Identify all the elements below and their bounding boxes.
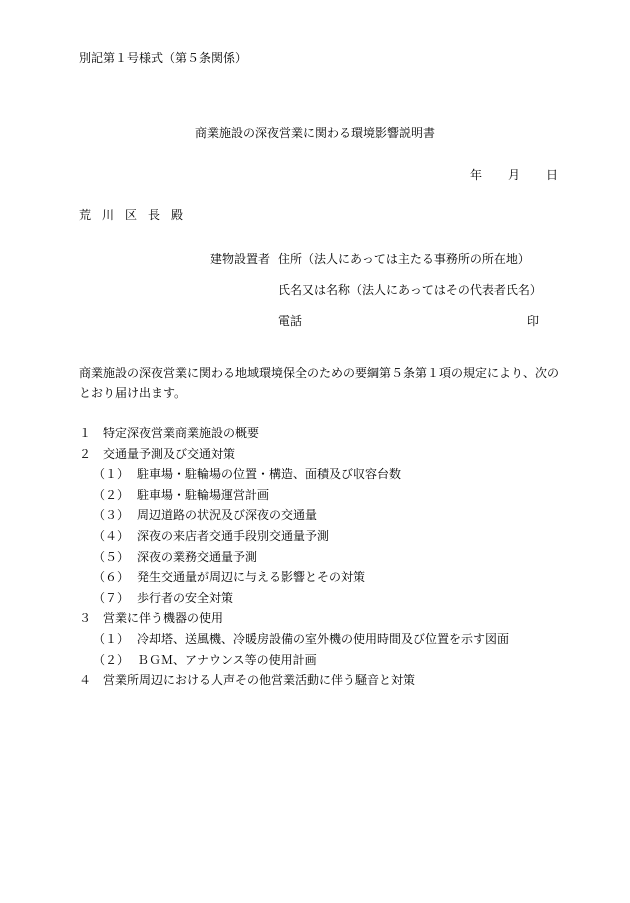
list-item-text: 歩行者の安全対策 <box>137 591 234 605</box>
form-number: 別記第１号様式（第５条関係） <box>79 51 248 65</box>
list-item-text: 冷却塔、送風機、冷暖房設備の室外機の使用時間及び位置を示す図面 <box>137 632 510 646</box>
intro-line-2: とおり届け出ます。 <box>79 386 187 400</box>
list-item-number: １ <box>79 426 92 440</box>
list-item-number: ３ <box>79 611 92 625</box>
list-item-text: 深夜の来店者交通手段別交通量予測 <box>137 529 330 543</box>
list-item-number: （７） <box>93 591 130 605</box>
list-item-number: ４ <box>79 673 92 687</box>
list-item-text: 駐車場・駐輪場運営計画 <box>137 488 270 502</box>
name-label: 氏名又は名称（法人にあってはその代表者氏名） <box>278 283 542 297</box>
list-item-text: 交通量予測及び交通対策 <box>103 447 236 461</box>
date-month-label: 月 <box>508 168 521 182</box>
address-label: 住所（法人にあっては主たる事務所の所在地） <box>278 252 530 266</box>
date-day-label: 日 <box>546 168 559 182</box>
list-item-number: （２） <box>93 488 130 502</box>
list-item-number: （６） <box>93 570 130 584</box>
intro-line-1: 商業施設の深夜営業に関わる地域環境保全のための要綱第５条第１項の規定により、次の <box>79 366 560 380</box>
list-item-text: 営業所周辺における人声その他営業活動に伴う騒音と対策 <box>103 673 416 687</box>
phone-label: 電話 <box>278 314 303 328</box>
list-item-number: （３） <box>93 508 130 522</box>
seal-label: 印 <box>527 314 540 328</box>
list-item-number: （４） <box>93 529 130 543</box>
list-item-text: 深夜の業務交通量予測 <box>137 550 258 564</box>
list-item-number: （１） <box>93 467 130 481</box>
list-item-text: 特定深夜営業商業施設の概要 <box>103 426 260 440</box>
list-item-text: 営業に伴う機器の使用 <box>103 611 224 625</box>
applicant-label: 建物設置者 <box>210 252 271 266</box>
addressee: 荒川区長殿 <box>79 208 195 222</box>
list-item-number: （５） <box>93 550 130 564</box>
date-line <box>470 168 558 183</box>
list-item-text: 発生交通量が周辺に与える影響とその対策 <box>137 570 366 584</box>
list-item-number: （１） <box>93 632 130 646</box>
list-item-text: 周辺道路の状況及び深夜の交通量 <box>137 508 318 522</box>
list-item-number: （２） <box>93 653 130 667</box>
list-item-text: ＢＧＭ、アナウンス等の使用計画 <box>137 653 317 667</box>
document-title: 商業施設の深夜営業に関わる環境影響説明書 <box>194 126 435 140</box>
list-item-text: 駐車場・駐輪場の位置・構造、面積及び収容台数 <box>137 467 402 481</box>
list-item-number: ２ <box>79 447 92 461</box>
date-year-label: 年 <box>470 168 483 182</box>
